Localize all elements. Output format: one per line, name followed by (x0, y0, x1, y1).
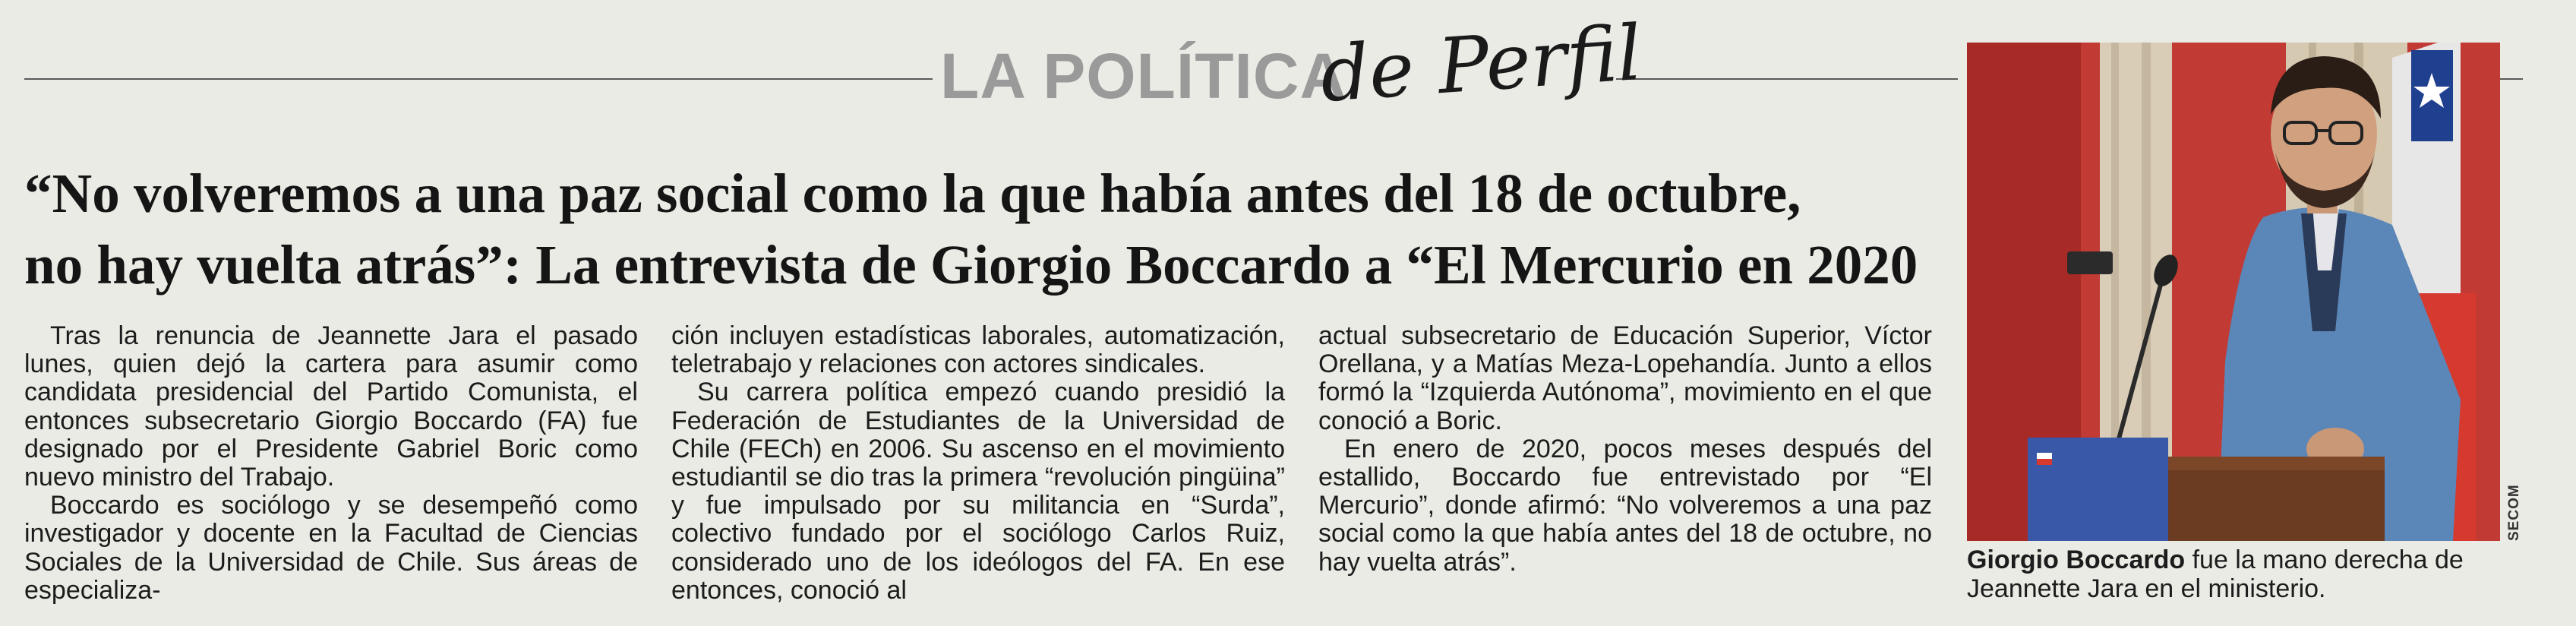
body-column-1 (24, 322, 638, 605)
photo-caption (1967, 545, 2506, 603)
body-column-3 (1318, 322, 1932, 577)
section-title: LA POLÍTICA (940, 40, 1347, 112)
portrait-photo (1967, 43, 2500, 541)
headline-line-1: “No volveremos a una paz social como la que había antes del 18 de octubre, (24, 163, 1801, 224)
photo-credit: SECOM (2506, 484, 2522, 541)
paragraph: ción incluyen estadísticas laborales, automatización, teletrabajo y relaciones con actores sindicales. (671, 321, 1285, 379)
paragraph: En enero de 2020, pocos meses después del estallido, Boccardo fue entrevistado por “El Mercurio”, donde afirmó: “No volveremos a una paz social como la que había antes del 18 de octubre, no hay vuelta atrás”. (1318, 434, 1932, 577)
paragraph: Boccardo es sociólogo y se desempeñó como investigador y docente en la Facultad de Ciencias Sociales de la Universidad de Chile. Sus áreas de especializa- (24, 491, 638, 605)
section-rule-left (24, 78, 933, 80)
headline-line-2: no hay vuelta atrás”: La entrevista de Giorgio Boccardo a “El Mercurio en 2020 (24, 234, 1918, 296)
section-rule-right-photo (2500, 78, 2523, 80)
section-subtitle-script: de Perfil (1317, 8, 1645, 120)
portrait-illustration (1967, 43, 2500, 541)
body-column-2 (671, 322, 1285, 605)
section-rule-right (1616, 78, 1958, 80)
article-headline (24, 158, 1953, 301)
caption-name: Giorgio Boccardo (1967, 545, 2186, 574)
caption-text: fue la mano derecha de Jeannette Jara en el ministerio. (1967, 545, 2464, 603)
paragraph: Tras la renuncia de Jeannette Jara el pasado lunes, quien dejó la cartera para asumir como candidata presidencial del Partido Comunista, el entonces subsecretario Giorgio Boccardo (FA) fue designado por el Presidente Gabriel Boric como nuevo ministro del Trabajo. (24, 321, 638, 492)
section-banner (940, 8, 1645, 144)
paragraph: actual subsecretario de Educación Superior, Víctor Orellana, y a Matías Meza-Lopehandía. Junto a ellos formó la “Izquierda Autónoma”, movimiento en el que conoció a Boric. (1318, 321, 1932, 435)
paragraph: Su carrera política empezó cuando presidió la Federación de Estudiantes de la Universidad de Chile (FECh) en 2006. Su ascenso en el movimiento estudiantil se dio tras la primera “revolución pingüina” y fue impulsado por su militancia en “Surda”, colectivo fundado por el sociólogo Carlos Ruiz, considerado uno de los ideólogos del FA. En ese entonces, conoció al (671, 378, 1285, 605)
